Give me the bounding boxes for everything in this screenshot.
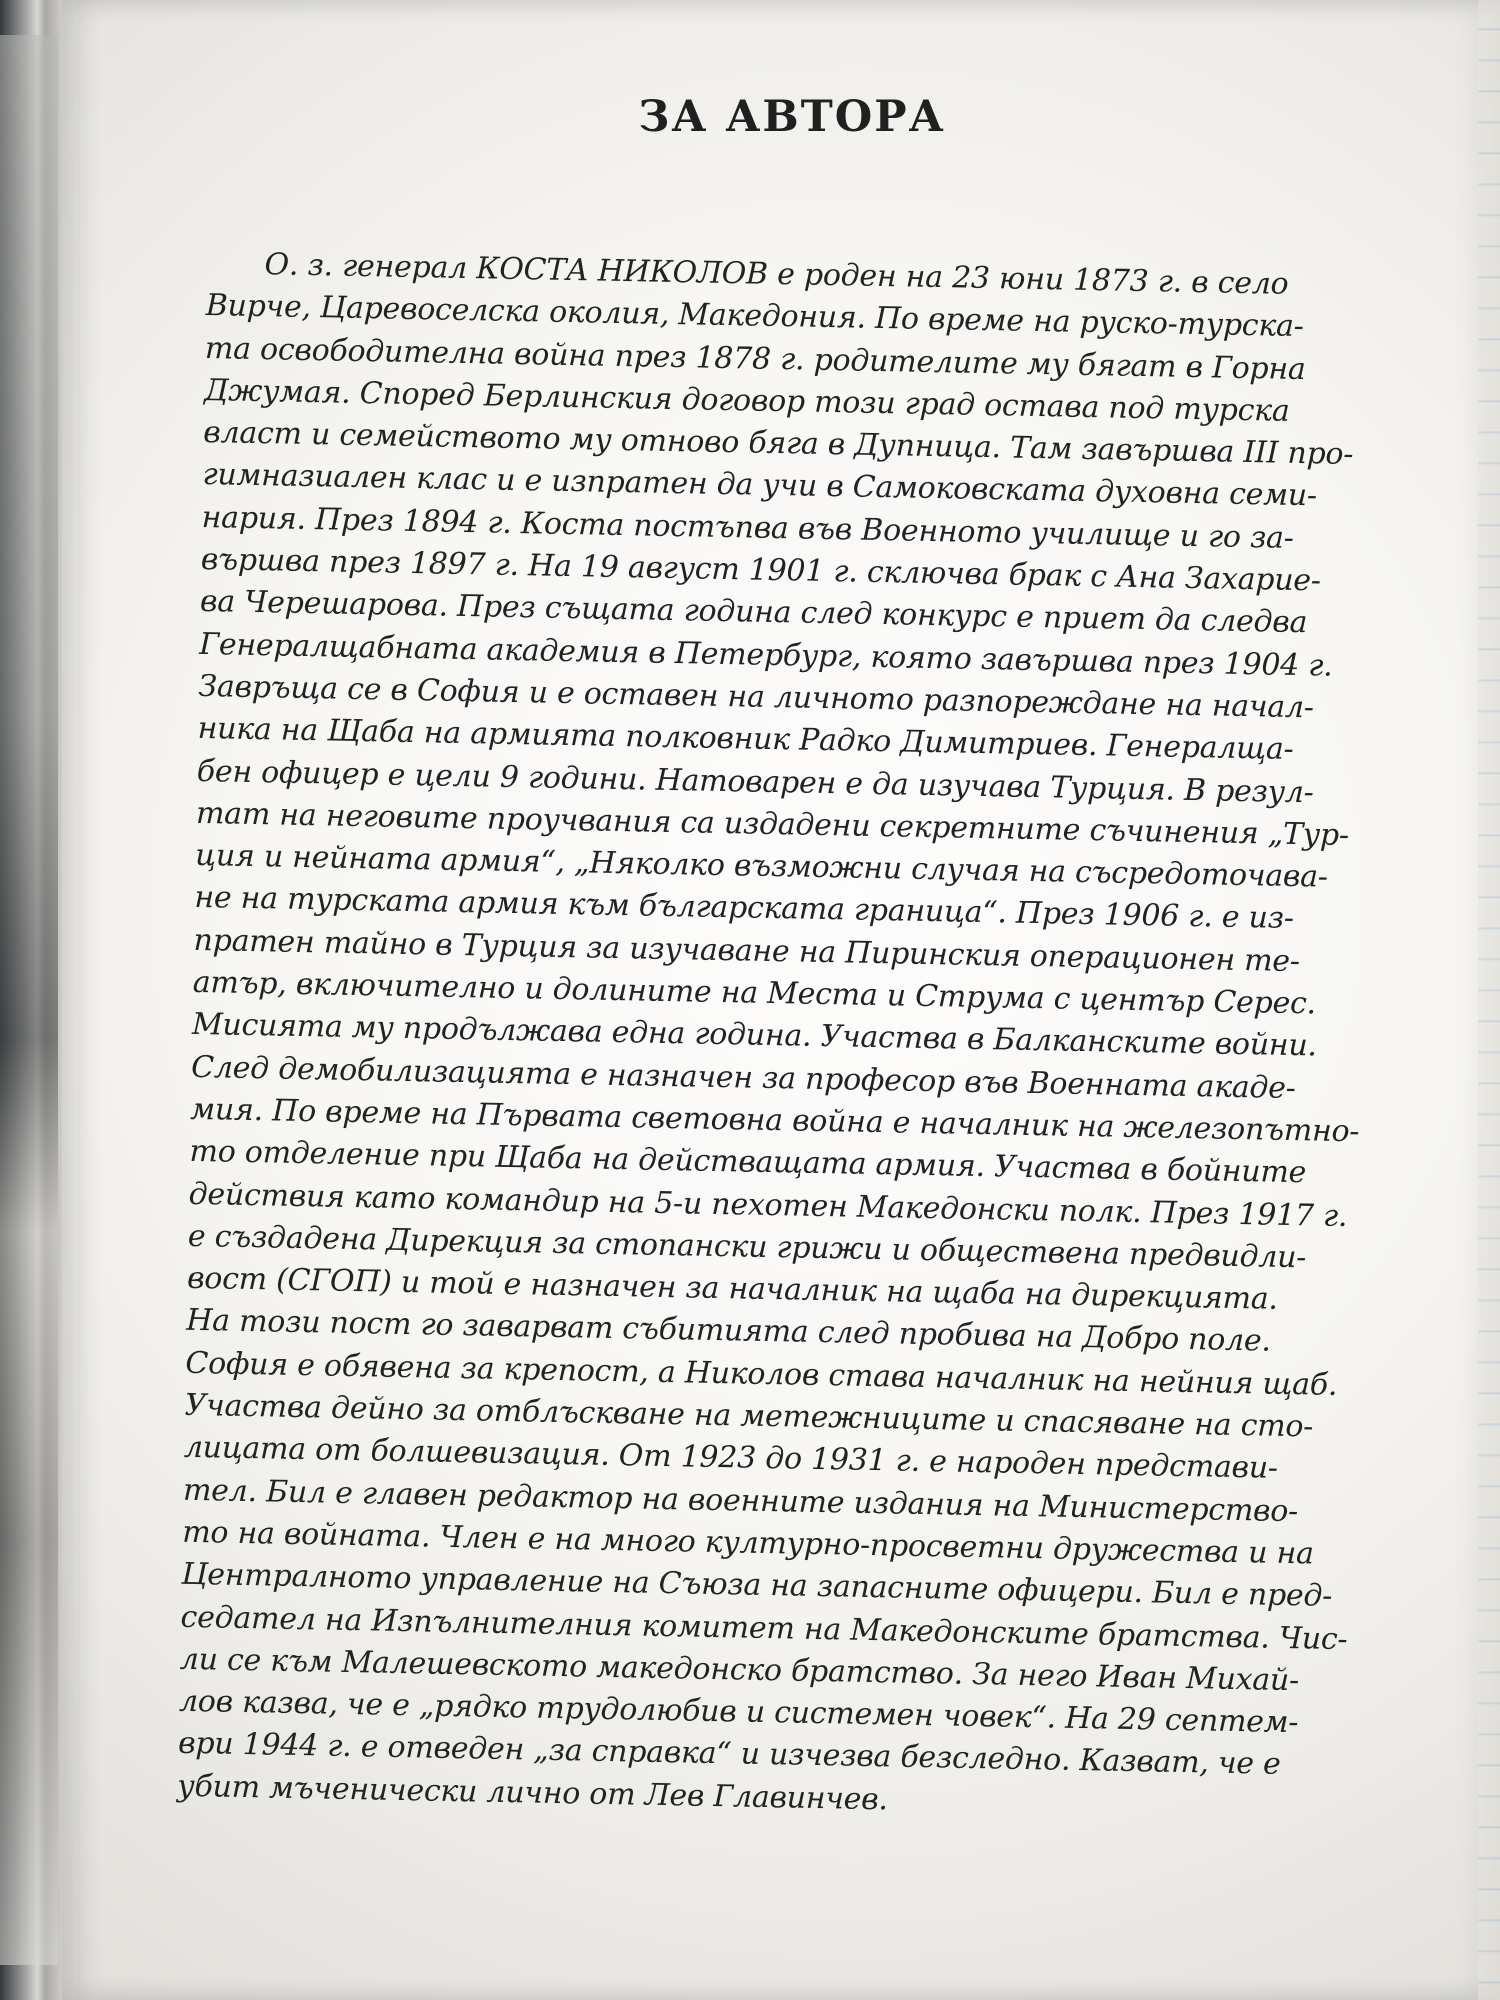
paragraph-line: О. з. генерал КОСТА НИКОЛОВ е роден на 23 юни 1873 г. в село bbox=[264, 247, 1289, 302]
paragraph-line: Централното управление на Съюза на запасните офицери. Бил е пред- bbox=[181, 1556, 1333, 1615]
paragraph-line: то отделение при Щаба на действащата армия. Участва в бойните bbox=[189, 1134, 1307, 1191]
paragraph-line: е създадена Дирекция за стопански грижи и обществена предвидли- bbox=[187, 1218, 1307, 1276]
paragraph-line: ли се към Малешевското македонско братство. За него Иван Михай- bbox=[179, 1641, 1300, 1699]
book-page bbox=[62, 0, 1500, 2000]
author-biography bbox=[177, 243, 1407, 1831]
paragraph-line: бен офицер е цели 9 години. Натоварен е да изучава Турция. В резул- bbox=[196, 753, 1314, 810]
paragraph-line: не на турската армия към българската граница“. През 1906 г. е из- bbox=[194, 880, 1295, 937]
paragraph-line: атър, включително и долините на Места и Струма с център Серес. bbox=[192, 964, 1317, 1022]
paragraph-line: гимназиален клас и е изпратен да учи в Самоковската духовна семи- bbox=[202, 457, 1318, 514]
paragraph-line: вършва през 1897 г. На 19 август 1901 г. сключва брак с Ана Захарие- bbox=[200, 542, 1322, 599]
paragraph-line: лов казва, че е „рядко трудолюбив и системен човек“. На 29 септем- bbox=[178, 1683, 1299, 1741]
paragraph-line: Участва дейно за отблъскване на метежниците и спасяване на сто- bbox=[184, 1387, 1314, 1445]
paragraph-line: нария. През 1894 г. Коста постъпва във Военното училище и го за- bbox=[201, 499, 1294, 556]
paragraph-line: Мисията му продължава една година. Участва в Балканските войни. bbox=[191, 1007, 1318, 1064]
paragraph-line: мия. По време на Първата световна война е началник на железопътно- bbox=[190, 1091, 1360, 1150]
paragraph-line: седател на Изпълнителния комитет на Македонските братства. Чис- bbox=[180, 1599, 1348, 1657]
paragraph-line: ция и нейната армия“, „Няколко възможни случая на съсредоточава- bbox=[194, 838, 1329, 895]
paragraph-line: тат на неговите проучвания са издадени секретните съчинения „Тур- bbox=[195, 795, 1350, 853]
paragraph-line: убит мъченически лично от Лев Главинчев. bbox=[177, 1768, 889, 1818]
page-edge bbox=[1478, 0, 1500, 2000]
paragraph-line: След демобилизацията е назначен за професор във Военната акаде- bbox=[190, 1049, 1296, 1106]
paragraph-line: Джумая. Според Берлинския договор този град остава под турска bbox=[203, 372, 1290, 429]
paragraph-line: ника на Щаба на армията полковник Радко Димитриев. Генералща- bbox=[197, 711, 1294, 768]
paragraph-line: ва Черешарова. През същата година след конкурс е приет да следва bbox=[199, 584, 1308, 641]
paragraph-line: пратен тайно в Турция за изучаване на Пиринския операционен те- bbox=[193, 922, 1301, 979]
paragraph-line: Вирче, Царевоселска околия, Македония. По време на руско-турска- bbox=[205, 288, 1304, 345]
paragraph-line: ври 1944 г. е отведен „за справка“ и изчезва безследно. Казват, че е bbox=[177, 1726, 1281, 1783]
paragraph-line: лицата от болшевизация. От 1923 до 1931 г. е народен представи- bbox=[183, 1430, 1279, 1487]
paragraph-line: София е обявена за крепост, а Николов става началник на нейния щаб. bbox=[185, 1345, 1338, 1403]
paragraph-line: власт и семейството му отново бяга в Дупница. Там завършва III про- bbox=[203, 415, 1354, 473]
paragraph-line: тел. Бил е главен редактор на военните издания на Министерство- bbox=[182, 1472, 1299, 1529]
paragraph-line: вост (СГОП) и той е назначен за началник на щаба на дирекцията. bbox=[186, 1260, 1279, 1317]
paragraph-line: На този пост го заварват събитията след пробива на Добро поле. bbox=[185, 1303, 1272, 1360]
paragraph-line: та освободителна война през 1878 г. родителите му бягат в Горна bbox=[204, 330, 1306, 387]
paragraph-line: то на войната. Член е на много културно-просветни дружества и на bbox=[181, 1514, 1314, 1572]
paragraph-line: Генералщабната академия в Петербург, която завършва през 1904 г. bbox=[198, 626, 1333, 684]
paragraph-line: действия като командир на 5-и пехотен Македонски полк. През 1917 г. bbox=[188, 1176, 1348, 1234]
page-title: ЗА АВТОРА bbox=[638, 92, 946, 142]
paragraph-line: Завръща се в София и е оставен на личното разпореждане на начал- bbox=[198, 668, 1315, 726]
